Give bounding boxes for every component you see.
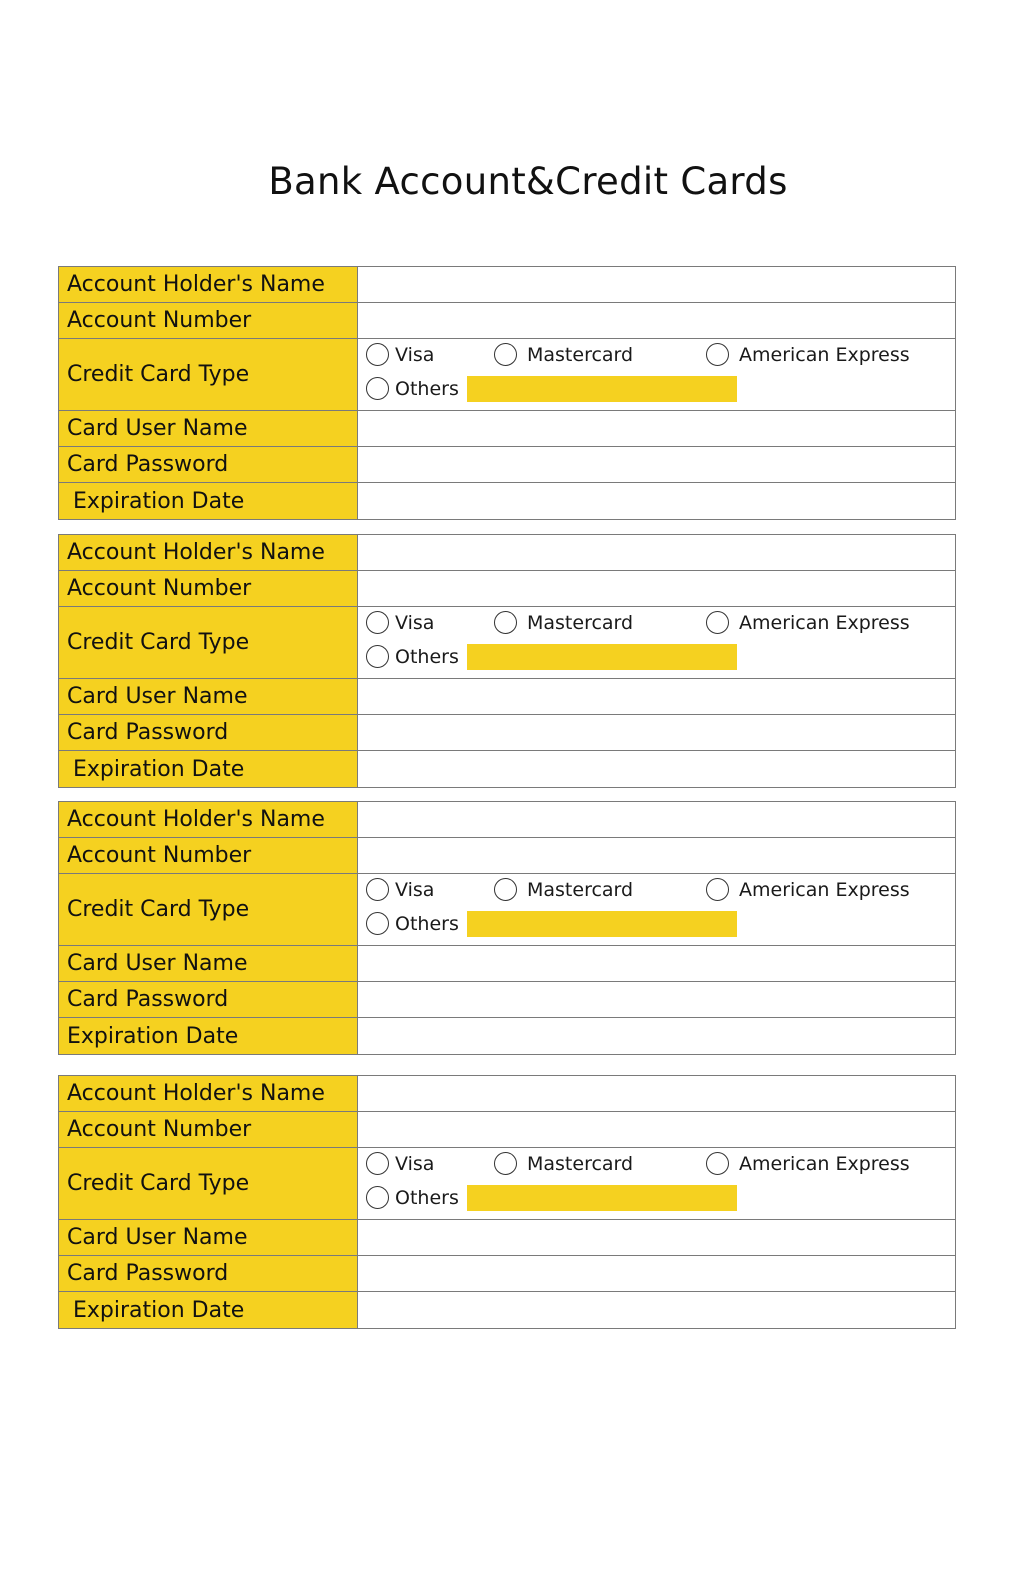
label-card-password: Card Password: [59, 447, 358, 482]
radio-circle-icon[interactable]: [706, 1152, 729, 1175]
label-card-password: Card Password: [59, 715, 358, 750]
radio-visa[interactable]: [366, 1152, 434, 1175]
card-password-field[interactable]: [358, 715, 955, 750]
label-account-holder-name: Account Holder's Name: [59, 802, 358, 837]
row-card-user-name: [59, 946, 955, 982]
radio-others-label: Others: [395, 377, 459, 400]
account-number-field[interactable]: [358, 1112, 955, 1147]
credit-card-type-options: [358, 874, 955, 945]
radio-mastercard[interactable]: [494, 343, 633, 366]
account-card-block-4: [58, 1075, 956, 1329]
label-account-holder-name: Account Holder's Name: [59, 535, 358, 570]
expiration-date-field[interactable]: [358, 1292, 955, 1328]
radio-mastercard-label: Mastercard: [527, 343, 634, 366]
label-account-number: Account Number: [59, 303, 358, 338]
radio-mastercard[interactable]: [494, 611, 633, 634]
label-credit-card-type: Credit Card Type: [59, 607, 358, 678]
row-credit-card-type: [59, 607, 955, 679]
card-user-name-field[interactable]: [358, 411, 955, 446]
radio-american-express[interactable]: [706, 343, 910, 366]
row-expiration-date: [59, 483, 955, 519]
radio-mastercard-label: Mastercard: [527, 878, 634, 901]
others-input-field[interactable]: [467, 1185, 737, 1211]
radio-american-express-label: American Express: [739, 1152, 910, 1175]
radio-others-label: Others: [395, 645, 459, 668]
row-card-password: [59, 447, 955, 483]
row-account-number: [59, 838, 955, 874]
radio-mastercard-label: Mastercard: [527, 1152, 634, 1175]
radio-others[interactable]: [366, 1186, 459, 1209]
radio-others[interactable]: [366, 912, 459, 935]
label-card-password: Card Password: [59, 982, 358, 1017]
radio-circle-icon[interactable]: [366, 645, 389, 668]
row-card-password: [59, 1256, 955, 1292]
radio-circle-icon[interactable]: [366, 343, 389, 366]
expiration-date-field[interactable]: [358, 1018, 955, 1054]
others-input-field[interactable]: [467, 644, 737, 670]
label-account-holder-name: Account Holder's Name: [59, 1076, 358, 1111]
label-credit-card-type: Credit Card Type: [59, 1148, 358, 1219]
row-expiration-date: [59, 1292, 955, 1328]
row-account-number: [59, 571, 955, 607]
label-account-number: Account Number: [59, 1112, 358, 1147]
radio-circle-icon[interactable]: [366, 377, 389, 400]
row-expiration-date: [59, 751, 955, 787]
radio-mastercard[interactable]: [494, 1152, 633, 1175]
credit-card-type-options: [358, 607, 955, 678]
row-card-user-name: [59, 1220, 955, 1256]
label-expiration-date: Expiration Date: [59, 483, 358, 519]
radio-visa-label: Visa: [395, 343, 435, 366]
radio-circle-icon[interactable]: [706, 611, 729, 634]
radio-american-express-label: American Express: [739, 611, 910, 634]
label-expiration-date: Expiration Date: [59, 1018, 358, 1054]
row-account-holder-name: [59, 1076, 955, 1112]
row-credit-card-type: [59, 339, 955, 411]
card-password-field[interactable]: [358, 1256, 955, 1291]
radio-visa[interactable]: [366, 343, 434, 366]
radio-others[interactable]: [366, 645, 459, 668]
row-account-holder-name: [59, 267, 955, 303]
label-card-user-name: Card User Name: [59, 679, 358, 714]
label-card-user-name: Card User Name: [59, 1220, 358, 1255]
expiration-date-field[interactable]: [358, 483, 955, 519]
page-title: Bank Account&Credit Cards: [268, 160, 788, 203]
label-expiration-date: Expiration Date: [59, 751, 358, 787]
radio-american-express-label: American Express: [739, 343, 910, 366]
radio-circle-icon[interactable]: [366, 1152, 389, 1175]
radio-visa-label: Visa: [395, 611, 435, 634]
radio-others[interactable]: [366, 377, 459, 400]
account-holder-name-field[interactable]: [358, 802, 955, 837]
radio-circle-icon[interactable]: [366, 912, 389, 935]
account-number-field[interactable]: [358, 303, 955, 338]
radio-american-express[interactable]: [706, 1152, 910, 1175]
label-credit-card-type: Credit Card Type: [59, 339, 358, 410]
radio-circle-icon[interactable]: [494, 1152, 517, 1175]
row-credit-card-type: [59, 1148, 955, 1220]
account-number-field[interactable]: [358, 571, 955, 606]
radio-others-label: Others: [395, 912, 459, 935]
radio-visa[interactable]: [366, 611, 434, 634]
label-account-number: Account Number: [59, 838, 358, 873]
radio-others-label: Others: [395, 1186, 459, 1209]
card-user-name-field[interactable]: [358, 1220, 955, 1255]
account-card-block-3: [58, 801, 956, 1055]
label-card-password: Card Password: [59, 1256, 358, 1291]
radio-circle-icon[interactable]: [494, 878, 517, 901]
radio-circle-icon[interactable]: [366, 1186, 389, 1209]
radio-circle-icon[interactable]: [706, 343, 729, 366]
radio-visa-label: Visa: [395, 1152, 435, 1175]
row-account-holder-name: [59, 802, 955, 838]
account-number-field[interactable]: [358, 838, 955, 873]
radio-visa[interactable]: [366, 878, 434, 901]
row-credit-card-type: [59, 874, 955, 946]
account-holder-name-field[interactable]: [358, 1076, 955, 1111]
others-input-field[interactable]: [467, 376, 737, 402]
radio-mastercard-label: Mastercard: [527, 611, 634, 634]
row-card-password: [59, 982, 955, 1018]
expiration-date-field[interactable]: [358, 751, 955, 787]
label-credit-card-type: Credit Card Type: [59, 874, 358, 945]
radio-circle-icon[interactable]: [366, 611, 389, 634]
account-card-block-2: [58, 534, 956, 788]
row-account-holder-name: [59, 535, 955, 571]
row-expiration-date: [59, 1018, 955, 1054]
others-input-field[interactable]: [467, 911, 737, 937]
radio-circle-icon[interactable]: [706, 878, 729, 901]
account-holder-name-field[interactable]: [358, 535, 955, 570]
account-card-block-1: [58, 266, 956, 520]
credit-card-type-options: [358, 1148, 955, 1219]
label-expiration-date: Expiration Date: [59, 1292, 358, 1328]
row-card-user-name: [59, 411, 955, 447]
card-user-name-field[interactable]: [358, 679, 955, 714]
label-account-holder-name: Account Holder's Name: [59, 267, 358, 302]
radio-american-express[interactable]: [706, 878, 910, 901]
label-account-number: Account Number: [59, 571, 358, 606]
account-holder-name-field[interactable]: [358, 267, 955, 302]
radio-american-express-label: American Express: [739, 878, 910, 901]
card-password-field[interactable]: [358, 982, 955, 1017]
radio-visa-label: Visa: [395, 878, 435, 901]
radio-circle-icon[interactable]: [494, 611, 517, 634]
radio-mastercard[interactable]: [494, 878, 633, 901]
credit-card-type-options: [358, 339, 955, 410]
label-card-user-name: Card User Name: [59, 411, 358, 446]
radio-american-express[interactable]: [706, 611, 910, 634]
row-account-number: [59, 1112, 955, 1148]
radio-circle-icon[interactable]: [366, 878, 389, 901]
row-card-password: [59, 715, 955, 751]
card-password-field[interactable]: [358, 447, 955, 482]
card-user-name-field[interactable]: [358, 946, 955, 981]
row-card-user-name: [59, 679, 955, 715]
label-card-user-name: Card User Name: [59, 946, 358, 981]
radio-circle-icon[interactable]: [494, 343, 517, 366]
row-account-number: [59, 303, 955, 339]
